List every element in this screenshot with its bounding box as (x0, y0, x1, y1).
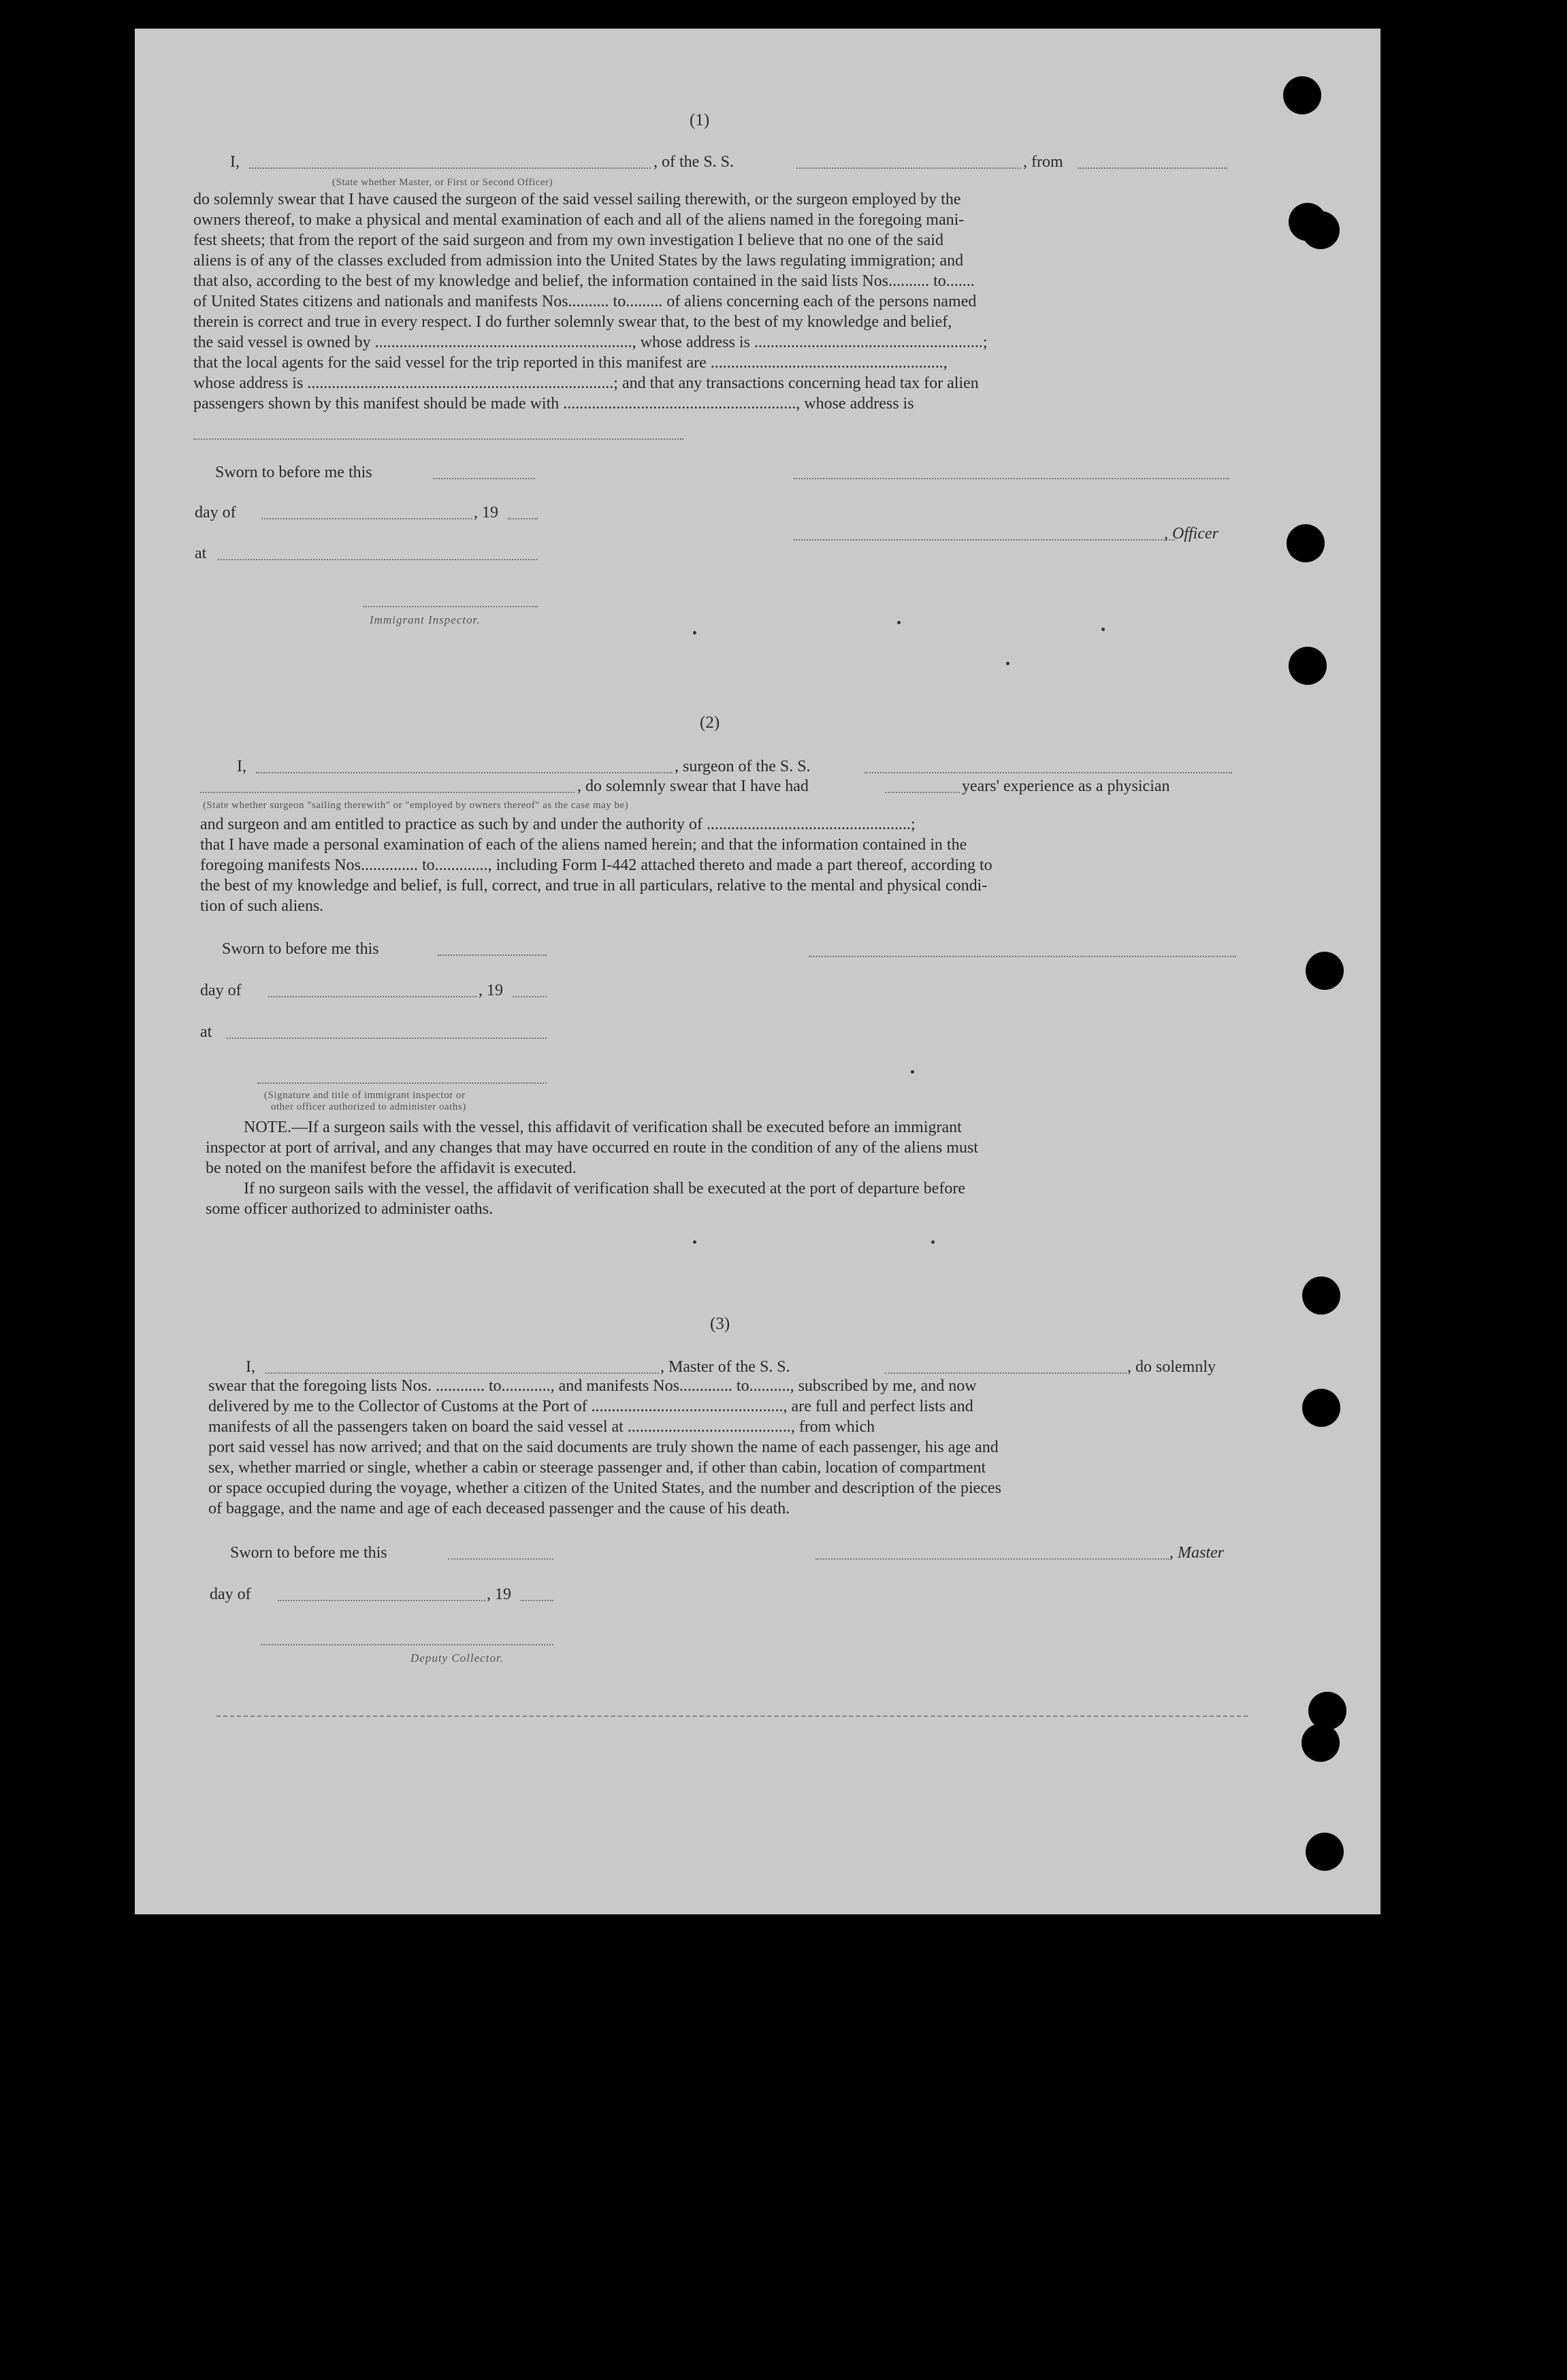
s1-line-7: the said vessel is owned by ..............................................................., whose address is ........................................................; (193, 334, 988, 351)
s2-line2-mid: , do solemnly swear that I have had (577, 777, 809, 795)
s3-line-0: swear that the foregoing lists Nos. ............ to............, and manifests Nos............. to.........., subscribed by me, and now (208, 1377, 977, 1395)
s1-line-2: fest sheets; that from the report of the said surgeon and from my own investigation I believe that no one of the said (193, 231, 943, 249)
s1-year-blank (508, 518, 538, 519)
s1-master-blank (249, 167, 651, 169)
s3-year: , 19 (487, 1586, 511, 1603)
manifest-back-page (135, 29, 1380, 1914)
s1-year: , 19 (474, 504, 498, 521)
s2-at-blank (227, 1038, 547, 1039)
s2-vessel-blank (865, 772, 1232, 773)
s3-line-6: of baggage, and the name and age of each deceased passenger and the cause of his death. (208, 1500, 790, 1517)
s1-officer-line (794, 539, 1175, 541)
s2-note-3: If no surgeon sails with the vessel, the affidavit of verification shall be executed at the port of departure before (244, 1180, 966, 1197)
s1-sworn-blank (433, 478, 535, 479)
s1-line-8: that the local agents for the said vessel for the trip reported in this manifest are ........................................................., (193, 354, 948, 372)
s1-line-4: that also, according to the best of my knowledge and belief, the information contained in the said lists Nos.......... to....... (193, 272, 975, 290)
s3-master-blank (265, 1372, 659, 1374)
punch-hole (1306, 952, 1344, 990)
section-3-number: (3) (710, 1315, 730, 1333)
punch-hole (1283, 76, 1321, 114)
s3-year-blank (521, 1600, 553, 1601)
s1-at: at (195, 545, 207, 562)
s2-note-1: inspector at port of arrival, and any changes that may have occurred en route in the condition of any of the aliens must (206, 1139, 978, 1157)
s1-line-0: do solemnly swear that I have caused the surgeon of the said vessel sailing therewith, or the surgeon employed by the (193, 191, 961, 208)
s3-line-1: delivered by me to the Collector of Customs at the Port of ..............................................., are full and perfect lists and (208, 1398, 973, 1415)
s3-line-2: manifests of all the passengers taken on board the said vessel at ........................................, from which (208, 1418, 875, 1436)
s1-sworn: Sworn to before me this (215, 464, 372, 481)
s1-at-blank (218, 559, 538, 560)
s2-sig-caption-1: (Signature and title of immigrant inspector or (264, 1090, 466, 1101)
s2-surgeon-blank (256, 772, 673, 773)
s1-line-9: whose address is ...........................................................................; and that any transactions concerning head tax for alien (193, 374, 979, 392)
s1-line1-from: , from (1023, 153, 1063, 171)
s1-day-blank (261, 518, 472, 519)
s1-line1-mid: , of the S. S. (653, 153, 734, 171)
s2-signature-line (809, 956, 1236, 957)
s2-caption: (State whether surgeon "sailing therewith" or "employed by owners thereof" as the case may be) (203, 800, 629, 811)
s3-line1-mid: , Master of the S. S. (660, 1358, 790, 1376)
s1-from-blank (1078, 167, 1227, 169)
s3-day-blank (278, 1600, 485, 1601)
s2-line-1: that I have made a personal examination of each of the aliens named herein; and that the information contained in the (200, 836, 967, 854)
s2-line1-prefix: I, (237, 758, 246, 775)
s1-line-10: passengers shown by this manifest should be made with ........................................................., whose address is (193, 395, 914, 413)
s1-line-6: therein is correct and true in every respect. I do further solemnly swear that, to the best of my knowledge and belief, (193, 313, 952, 331)
punch-hole (1302, 1276, 1340, 1315)
section-1-number: (1) (690, 111, 710, 129)
s3-master-line (815, 1558, 1169, 1560)
punch-hole (1287, 524, 1325, 562)
s1-inspector-line (364, 606, 538, 607)
scan-speck (897, 621, 901, 624)
s2-note-2: be noted on the manifest before the affidavit is executed. (206, 1159, 577, 1177)
s2-day-blank (268, 996, 476, 997)
s2-sig-caption-2: other officer authorized to administer oaths) (271, 1101, 466, 1112)
s2-at: at (200, 1023, 212, 1041)
s3-vessel-blank (885, 1372, 1127, 1374)
scan-speck (911, 1070, 914, 1074)
s1-line-3: aliens is of any of the classes excluded from admission into the United States by the laws regulating immigration; and (193, 252, 964, 270)
s2-line-0: and surgeon and am entitled to practice as such by and under the authority of ..................................................; (200, 816, 916, 833)
s2-sworn-blank (438, 954, 547, 956)
scan-speck (1101, 628, 1105, 631)
s2-status-blank (200, 792, 575, 793)
s1-officer: , Officer (1164, 525, 1218, 543)
s2-year: , 19 (479, 982, 503, 999)
s2-line-3: the best of my knowledge and belief, is full, correct, and true in all particulars, relative to the mental and physical condi- (200, 877, 988, 895)
s2-line-2: foregoing manifests Nos.............. to............., including Form I-442 attached thereto and made a part thereof, according to (200, 856, 992, 874)
punch-hole (1302, 211, 1340, 249)
scan-speck (693, 631, 696, 634)
s1-line-5: of United States citizens and nationals and manifests Nos.......... to......... of aliens concerning each of the persons named (193, 293, 977, 310)
s3-collector: Deputy Collector. (410, 1652, 504, 1665)
s2-year-blank (513, 996, 547, 997)
s3-line-3: port said vessel has now arrived; and that on the said documents are truly shown the name of each passenger, his age and (208, 1438, 999, 1456)
bottom-rule (216, 1716, 1248, 1717)
punch-hole (1306, 1833, 1344, 1871)
scan-speck (1006, 662, 1009, 665)
s3-master: , Master (1169, 1544, 1224, 1562)
scan-speck (693, 1240, 696, 1244)
scan-speck (931, 1240, 935, 1244)
section-2-number: (2) (700, 713, 720, 732)
s1-line1-prefix: I, (230, 153, 240, 171)
s1-address-blank (193, 438, 683, 440)
s2-line2-end: years' experience as a physician (962, 777, 1170, 795)
s1-vessel-blank (796, 167, 1021, 169)
s3-sworn: Sworn to before me this (230, 1544, 387, 1562)
s2-note-4: some officer authorized to administer oaths. (206, 1200, 494, 1218)
s3-line1-end: , do solemnly (1127, 1358, 1216, 1376)
s2-day-of: day of (200, 982, 242, 999)
s3-collector-line (261, 1644, 553, 1645)
punch-hole (1302, 1724, 1340, 1762)
punch-hole (1302, 1389, 1340, 1427)
s1-line-1: owners thereof, to make a physical and mental examination of each and all of the aliens named in the foregoing mani- (193, 211, 965, 229)
s3-sworn-blank (448, 1558, 553, 1560)
s1-inspector: Immigrant Inspector. (370, 613, 481, 626)
s1-signature-line (794, 478, 1229, 479)
s3-line-5: or space occupied during the voyage, whether a citizen of the United States, and the number and description of the pieces (208, 1479, 1001, 1497)
s2-line1-mid: , surgeon of the S. S. (675, 758, 811, 775)
s2-years-blank (885, 792, 960, 793)
s2-line-4: tion of such aliens. (200, 897, 324, 915)
s2-note-0: NOTE.—If a surgeon sails with the vessel, this affidavit of verification shall be executed before an immigrant (244, 1119, 962, 1136)
s2-inspector-line (257, 1082, 547, 1084)
s3-day-of: day of (210, 1586, 251, 1603)
punch-hole (1289, 647, 1327, 685)
s1-caption: (State whether Master, or First or Second Officer) (332, 177, 553, 188)
s3-line1-prefix: I, (246, 1358, 255, 1376)
s3-line-4: sex, whether married or single, whether a cabin or steerage passenger and, if other than cabin, location of compartment (208, 1459, 986, 1477)
s2-sworn: Sworn to before me this (222, 940, 379, 958)
s1-day-of: day of (195, 504, 236, 521)
